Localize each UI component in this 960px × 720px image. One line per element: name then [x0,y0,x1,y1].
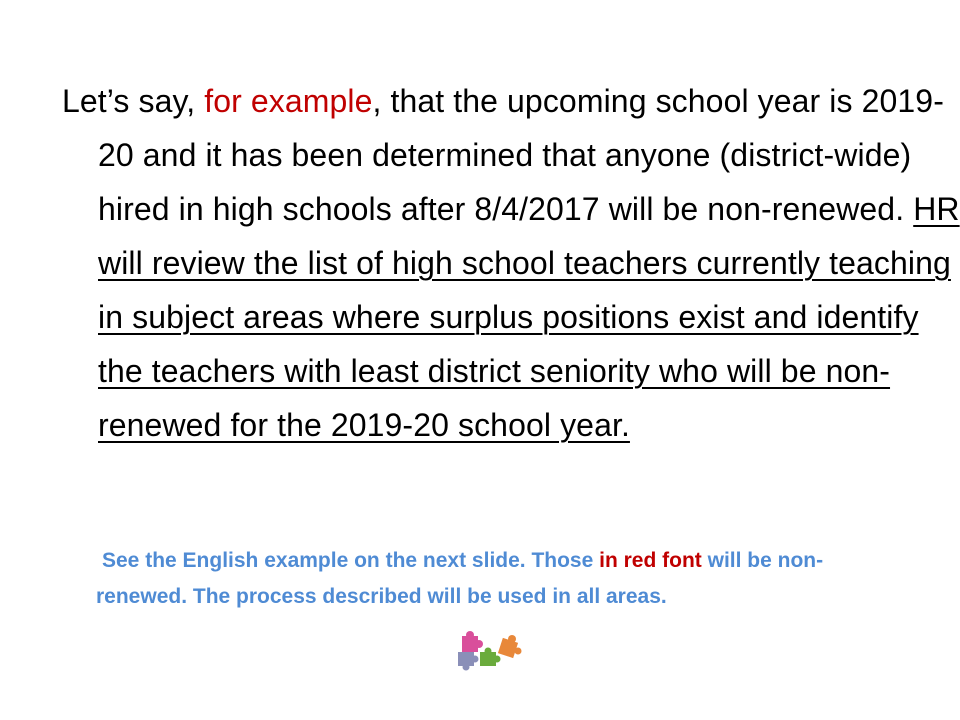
note-paragraph [96,543,896,615]
main-text-intro: Let’s say, [62,83,205,119]
main-paragraph [62,74,960,452]
main-text-highlight: for example [204,83,373,119]
puzzle-piece-green-icon [480,648,501,667]
note-text-intro: See the English example on the next slide. Those [102,549,600,572]
main-text-underlined: HR will review the list of high school teachers currently teaching in subject areas where surplus positions exist and identify the teachers with least district seniority who will be non-renewed for the 2019-20 school year. [98,191,960,443]
note-text-end: will be non-renewed. The process described will be used in all areas. [96,549,824,608]
puzzle-pieces-icon [454,630,524,672]
puzzle-piece-pink-icon [462,631,483,652]
puzzle-piece-orange-icon [498,635,522,658]
note-text-highlight: in red font [599,549,702,572]
main-text-body: , that the upcoming school year is 2019-20 and it has been determined that anyone (district-wide) hired in high schools after 8/4/2017 will be non-renewed. [98,83,944,227]
puzzle-piece-blue-icon [458,652,479,671]
